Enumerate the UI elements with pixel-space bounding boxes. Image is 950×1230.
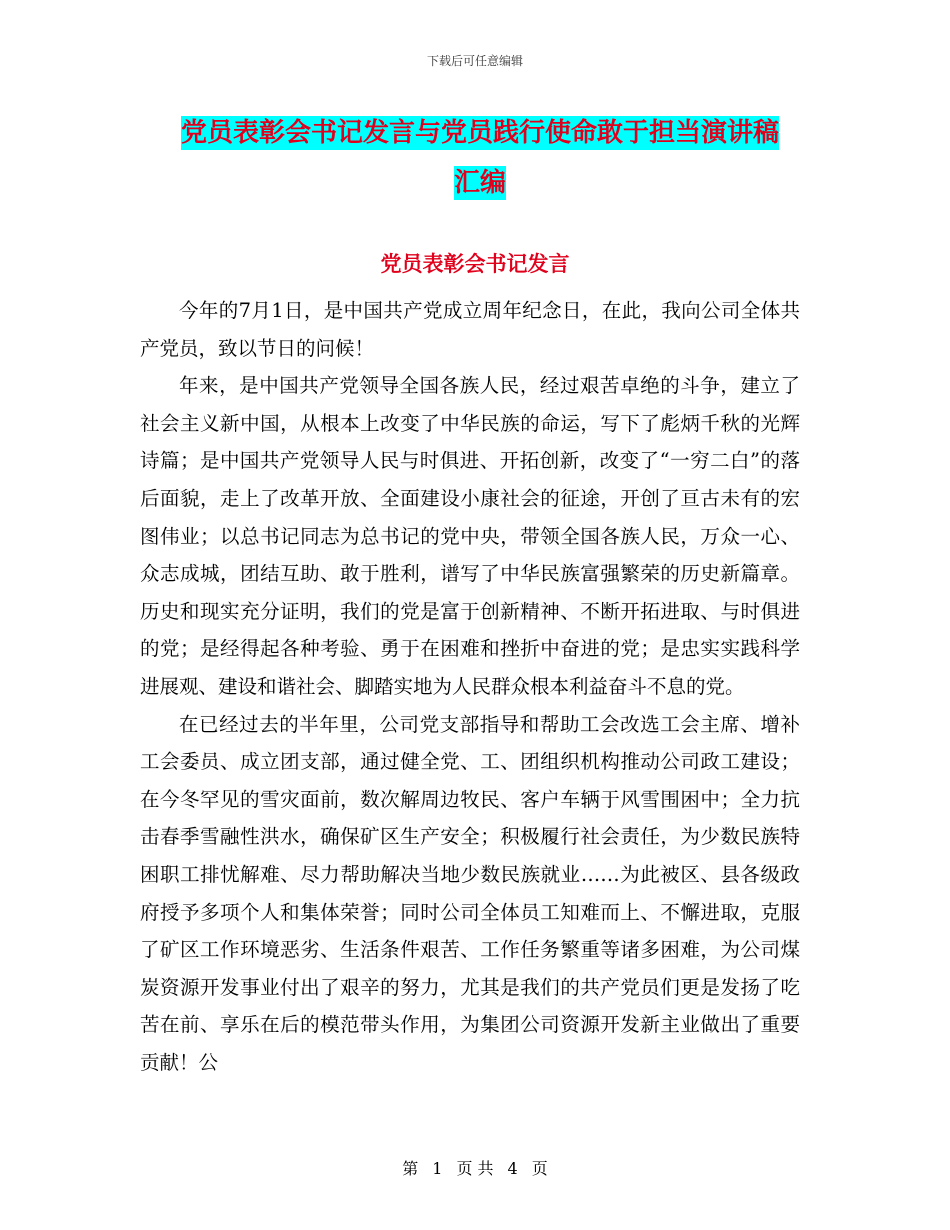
document-title <box>140 108 820 208</box>
document-title-line1: 党员表彰会书记发言与党员践行使命敢于担当演讲稿 <box>180 118 779 148</box>
page-prefix: 第 <box>402 1159 419 1178</box>
page-footer <box>0 1156 950 1179</box>
section-title: 党员表彰会书记发言 <box>380 252 570 276</box>
body-text <box>140 292 800 1081</box>
page-total: 4 <box>507 1159 518 1178</box>
paragraph: 年来，是中国共产党领导全国各族人民，经过艰苦卓绝的斗争，建立了社会主义新中国，从根本上改变了中华民族的命运，写下了彪炳千秋的光辉诗篇；是中国共产党领导人民与时俱进、开拓创新，改变了“一穷二白”的落后面貌，走上了改革开放、全面建设小康社会的征途，开创了亘古未有的宏图伟业；以总书记同志为总书记的党中央，带领全国各族人民，万众一心、众志成城，团结互助、敢于胜利，谱写了中华民族富强繁荣的历史新篇章。历史和现实充分证明，我们的党是富于创新精神、不断开拓进取、与时俱进的党；是经得起各种考验、勇于在困难和挫折中奋进的党；是忠实实践科学进展观、建设和谐社会、脚踏实地为人民群众根本利益奋斗不息的党。 <box>140 374 800 698</box>
page-current: 1 <box>432 1159 443 1178</box>
header-note: 下载后可任意编辑 <box>426 54 523 68</box>
paragraph: 在已经过去的半年里，公司党支部指导和帮助工会改选工会主席、增补工会委员、成立团支部，通过健全党、工、团组织机构推动公司政工建设；在今冬罕见的雪灾面前，数次解周边牧民、客户车辆于风雪围困中；全力抗击春季雪融性洪水，确保矿区生产安全；积极履行社会责任，为少数民族特困职工排忧解难、尽力帮助解决当地少数民族就业……为此被区、县各级政府授予多项个人和集体荣誉；同时公司全体员工知难而上、不懈进取，克服了矿区工作环境恶劣、生活条件艰苦、工作任务繁重等诸多困难，为公司煤炭资源开发事业付出了艰辛的努力，尤其是我们的共产党员们更是发扬了吃苦在前、享乐在后的模范带头作用，为集团公司资源开发新主业做出了重要贡献！公 <box>140 712 800 1074</box>
paragraph: 今年的7月1日，是中国共产党成立周年纪念日，在此，我向公司全体共产党员，致以节日的问候！ <box>140 299 800 360</box>
page-suffix: 页 <box>531 1159 548 1178</box>
document-title-line2: 汇编 <box>453 168 506 198</box>
page-middle: 页 共 <box>456 1159 494 1178</box>
